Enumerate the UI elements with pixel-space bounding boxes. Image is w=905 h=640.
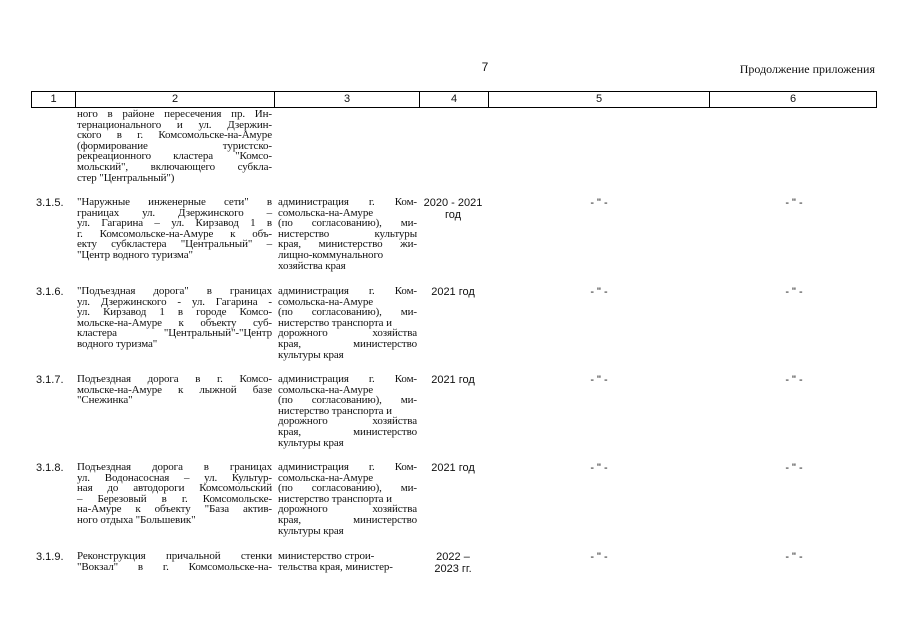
- desc-line: "Вокзал" в г. Комсомольске-на-: [77, 560, 272, 573]
- row-col5-ditto: - " -: [590, 462, 608, 474]
- desc-line: на-Амуре к объекту "База актив-: [77, 503, 272, 516]
- row-number: 3.1.7.: [36, 374, 64, 386]
- fragment-line: (формирование туристско-: [77, 139, 272, 152]
- desc-line: Подъездная дорога в границах: [77, 461, 272, 473]
- resp-line: лищно-коммунального: [278, 248, 383, 261]
- row-col6-ditto: - " -: [785, 462, 803, 474]
- fragment-line: ного в районе пересечения пр. Ин-: [77, 108, 272, 120]
- row-number: 3.1.5.: [36, 197, 64, 209]
- header-col-6: 6: [789, 93, 797, 105]
- desc-line: "Центр водного туризма": [77, 248, 193, 261]
- resp-line: министерство строи-: [278, 550, 375, 562]
- desc-line: ул. Дзержинского - ул. Гагарина -: [77, 295, 272, 308]
- header-col-2: 2: [76, 92, 275, 107]
- row-description: [77, 462, 272, 526]
- desc-line: границах ул. Дзержинского –: [77, 206, 272, 219]
- continuation-caption: Продолжение приложения: [739, 62, 875, 76]
- resp-line: сомольска-на-Амуре: [278, 471, 374, 484]
- desc-line: – Березовый в г. Комсомольске-: [77, 492, 272, 505]
- resp-line: администрация г. Ком-: [278, 196, 417, 208]
- row-responsible: [278, 551, 417, 572]
- resp-line: (по согласованию), ми-: [278, 306, 417, 319]
- resp-line: нистерство транспорта и: [278, 492, 392, 505]
- resp-line: администрация г. Ком-: [278, 373, 417, 385]
- resp-line: (по согласованию), ми-: [278, 482, 417, 495]
- resp-line: культуры края: [278, 348, 344, 361]
- fragment-line: стер "Центральный"): [77, 171, 175, 184]
- row-description: [77, 374, 272, 406]
- resp-line: нистерство транспорта и: [278, 316, 392, 329]
- row-description: [77, 286, 272, 350]
- row-number: 3.1.6.: [36, 286, 64, 298]
- resp-line: администрация г. Ком-: [278, 285, 417, 297]
- resp-line: сомольска-на-Амуре: [278, 206, 374, 219]
- desc-line: ного отдыха "Большевик": [77, 513, 196, 526]
- desc-line: Подъездная дорога в г. Комсо-: [77, 373, 272, 385]
- term-line: 2022 –: [436, 551, 470, 563]
- resp-line: дорожного хозяйства: [278, 503, 417, 516]
- row-term: 2021 год: [431, 286, 475, 298]
- resp-line: края, министерство: [278, 425, 417, 438]
- resp-line: края, министерство жи-: [278, 238, 417, 251]
- resp-line: дорожного хозяйства: [278, 327, 417, 340]
- row-col6-ditto: - " -: [785, 197, 803, 209]
- term-line: 2020 - 2021: [423, 197, 483, 209]
- row-number: 3.1.9.: [36, 551, 64, 563]
- resp-line: нистерство культуры: [278, 227, 417, 240]
- desc-line: мольске-на-Амуре к лыжной базе: [77, 383, 272, 396]
- fragment-line: рекреационного кластера "Комсо-: [77, 150, 272, 163]
- row-col5-ditto: - " -: [590, 197, 608, 209]
- desc-line: екту субкластера "Центральный" –: [77, 238, 272, 251]
- header-col-4: 4: [420, 92, 489, 107]
- desc-line: ул. Гагарина – ул. Кирзавод 1 в: [77, 217, 272, 230]
- resp-line: сомольска-на-Амуре: [278, 295, 374, 308]
- desc-line: водного туризма": [77, 337, 158, 350]
- page-number: 7: [481, 60, 489, 74]
- row-term: 2021 год: [431, 374, 475, 386]
- row-description: [77, 197, 272, 261]
- header-col-3: 3: [275, 92, 420, 107]
- desc-line: "Наружные инженерные сети" в: [77, 196, 272, 208]
- desc-line: кластера "Центральный"-"Центр: [77, 327, 272, 340]
- resp-line: (по согласованию), ми-: [278, 394, 417, 407]
- term-line: 2023 гг.: [434, 563, 472, 575]
- row-responsible: [278, 197, 417, 271]
- desc-line: ул. Кирзавод 1 в городе Комсо-: [77, 306, 272, 319]
- row-term: 2021 год: [431, 462, 475, 474]
- row-number: 3.1.8.: [36, 462, 64, 474]
- desc-line: "Снежинка": [77, 394, 133, 407]
- table-header-row: [31, 91, 877, 108]
- fragment-line: ского в г. Комсомольске-на-Амуре: [77, 129, 272, 142]
- row-responsible: [278, 286, 417, 360]
- desc-line: Реконструкция причальной стенки: [77, 550, 272, 562]
- header-col-1: 1: [32, 92, 76, 107]
- row-col5-ditto: - " -: [590, 374, 608, 386]
- row-responsible: [278, 374, 417, 448]
- resp-line: дорожного хозяйства: [278, 415, 417, 428]
- row-term: [420, 551, 486, 575]
- resp-line: культуры края: [278, 524, 344, 537]
- row-description: [77, 551, 272, 572]
- row-term: [420, 197, 486, 221]
- desc-line: мольске-на-Амуре к объекту суб-: [77, 316, 272, 329]
- desc-line: "Подъездная дорога" в границах: [77, 285, 272, 297]
- fragment-line: мольский", включающего субкла-: [77, 160, 272, 173]
- resp-line: нистерство транспорта и: [278, 404, 392, 417]
- term-line: год: [444, 209, 462, 221]
- resp-line: администрация г. Ком-: [278, 461, 417, 473]
- resp-line: сомольска-на-Амуре: [278, 383, 374, 396]
- desc-line: г. Комсомольске-на-Амуре к объ-: [77, 227, 272, 240]
- resp-line: хозяйства края: [278, 259, 346, 272]
- desc-line: ная до автодороги Комсомольский: [77, 482, 272, 495]
- desc-line: ул. Водонасосная – ул. Культур-: [77, 471, 272, 484]
- row-col5-ditto: - " -: [590, 551, 608, 563]
- row-col6-ditto: - " -: [785, 374, 803, 386]
- resp-line: края, министерство: [278, 513, 417, 526]
- header-col-5: 5: [489, 92, 710, 107]
- fragment-line: тернационального и ул. Дзержин-: [77, 118, 272, 131]
- resp-line: (по согласованию), ми-: [278, 217, 417, 230]
- top-fragment-text: [77, 109, 272, 183]
- row-col6-ditto: - " -: [785, 551, 803, 563]
- resp-line: культуры края: [278, 436, 344, 449]
- row-responsible: [278, 462, 417, 536]
- row-col6-ditto: - " -: [785, 286, 803, 298]
- resp-line: тельства края, министер-: [278, 560, 393, 573]
- row-col5-ditto: - " -: [590, 286, 608, 298]
- resp-line: края, министерство: [278, 337, 417, 350]
